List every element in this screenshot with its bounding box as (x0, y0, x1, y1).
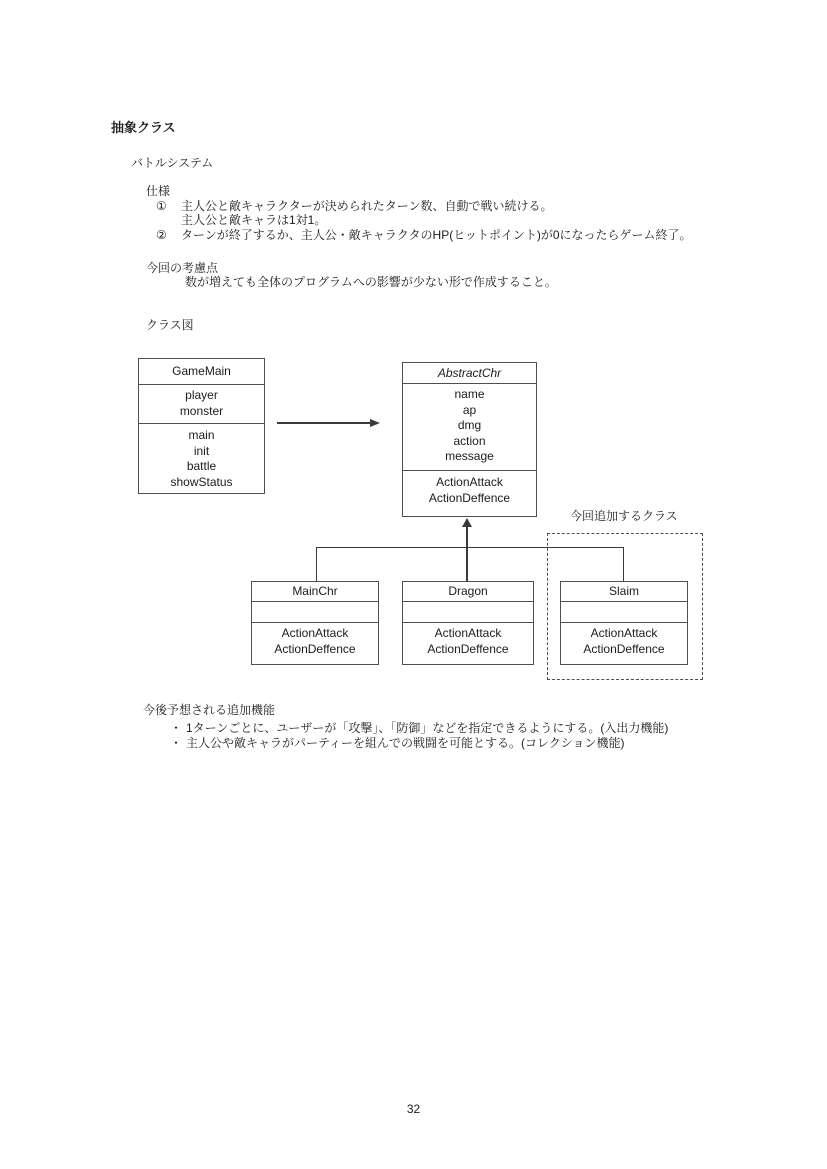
inheritance-drop-slaim (623, 547, 625, 582)
spec-item-marker: ① (156, 199, 167, 213)
class-title: Dragon (403, 582, 533, 602)
inheritance-vertical-line (466, 524, 468, 582)
class-box-mainchr (251, 581, 379, 665)
class-methods (561, 623, 687, 664)
class-method: ActionAttack (590, 626, 658, 640)
class-methods (403, 471, 536, 516)
future-item-text: 主人公や敵キャラがパーティーを組んでの戦闘を可能とする。(コレクション機能) (186, 735, 625, 750)
class-method: showStatus (170, 474, 233, 489)
considerations-text: 数が増えても全体のプログラムへの影響が少ない形で作成すること。 (185, 275, 557, 289)
class-title: MainChr (252, 582, 378, 602)
class-attributes (139, 385, 264, 424)
class-method: ActionDeffence (428, 490, 511, 505)
future-heading: 今後予想される追加機能 (143, 703, 276, 717)
class-title: AbstractChr (403, 363, 536, 384)
page-title: 抽象クラス (111, 120, 176, 135)
association-line (277, 422, 371, 424)
class-attribute: ap (462, 402, 477, 417)
class-attributes (561, 602, 687, 623)
class-attribute: name (454, 387, 485, 401)
bullet-icon: ・ (170, 735, 183, 750)
considerations-heading: 今回の考慮点 (146, 261, 219, 275)
class-method: init (193, 443, 210, 458)
class-method: ActionDeffence (274, 641, 356, 656)
future-item (170, 721, 668, 736)
spec-item-text: 主人公と敵キャラは1対1。 (181, 213, 327, 228)
class-box-gamemain (138, 358, 265, 494)
class-title: Slaim (561, 582, 687, 602)
class-method: ActionDeffence (427, 641, 509, 656)
spec-list (156, 199, 692, 242)
spec-item (156, 213, 692, 227)
spec-item-text: ターンが終了するか、主人公・敵キャラクタのHP(ヒットポイント)が0になったらゲーム終了。 (181, 227, 692, 242)
class-method: ActionAttack (281, 626, 349, 640)
system-label: バトルシステム (131, 156, 214, 170)
class-box-abstractchr (402, 362, 537, 517)
class-method: main (188, 428, 215, 442)
spec-item (156, 228, 692, 242)
class-attributes (252, 602, 378, 623)
class-attributes (403, 602, 533, 623)
spec-item-marker: ② (156, 227, 167, 242)
page-number: 32 (406, 1102, 421, 1116)
bullet-icon: ・ (170, 721, 183, 735)
class-attribute: monster (179, 403, 224, 418)
class-method: battle (186, 459, 217, 474)
diagram-annotation: 今回追加するクラス (570, 509, 678, 523)
class-attribute: player (185, 388, 218, 402)
future-item (170, 736, 668, 751)
class-method: ActionDeffence (583, 641, 665, 656)
arrowhead-up-icon (462, 518, 472, 527)
diagram-heading: クラス図 (146, 318, 194, 332)
future-item-text: 1ターンごとに、ユーザーが「攻撃」、「防御」などを指定できるようにする。(入出力機能) (186, 721, 669, 735)
class-attributes (403, 384, 536, 471)
class-attribute: action (453, 433, 486, 448)
class-attribute: dmg (457, 418, 482, 433)
inheritance-drop-mainchr (316, 547, 318, 582)
class-box-slaim (560, 581, 688, 665)
class-methods (252, 623, 378, 664)
class-method: ActionAttack (436, 475, 503, 489)
class-attribute: message (445, 449, 494, 464)
inheritance-horizontal-line (316, 547, 625, 549)
class-methods (139, 424, 264, 493)
class-box-dragon (402, 581, 534, 665)
spec-item-text: 主人公と敵キャラクターが決められたターン数、自動で戦い続ける。 (181, 199, 553, 213)
class-methods (403, 623, 533, 664)
class-method: ActionAttack (434, 626, 502, 640)
future-list (170, 721, 668, 751)
spec-item (156, 199, 692, 213)
arrowhead-right-icon (370, 419, 380, 427)
class-title: GameMain (139, 359, 264, 385)
spec-heading: 仕様 (146, 184, 171, 198)
